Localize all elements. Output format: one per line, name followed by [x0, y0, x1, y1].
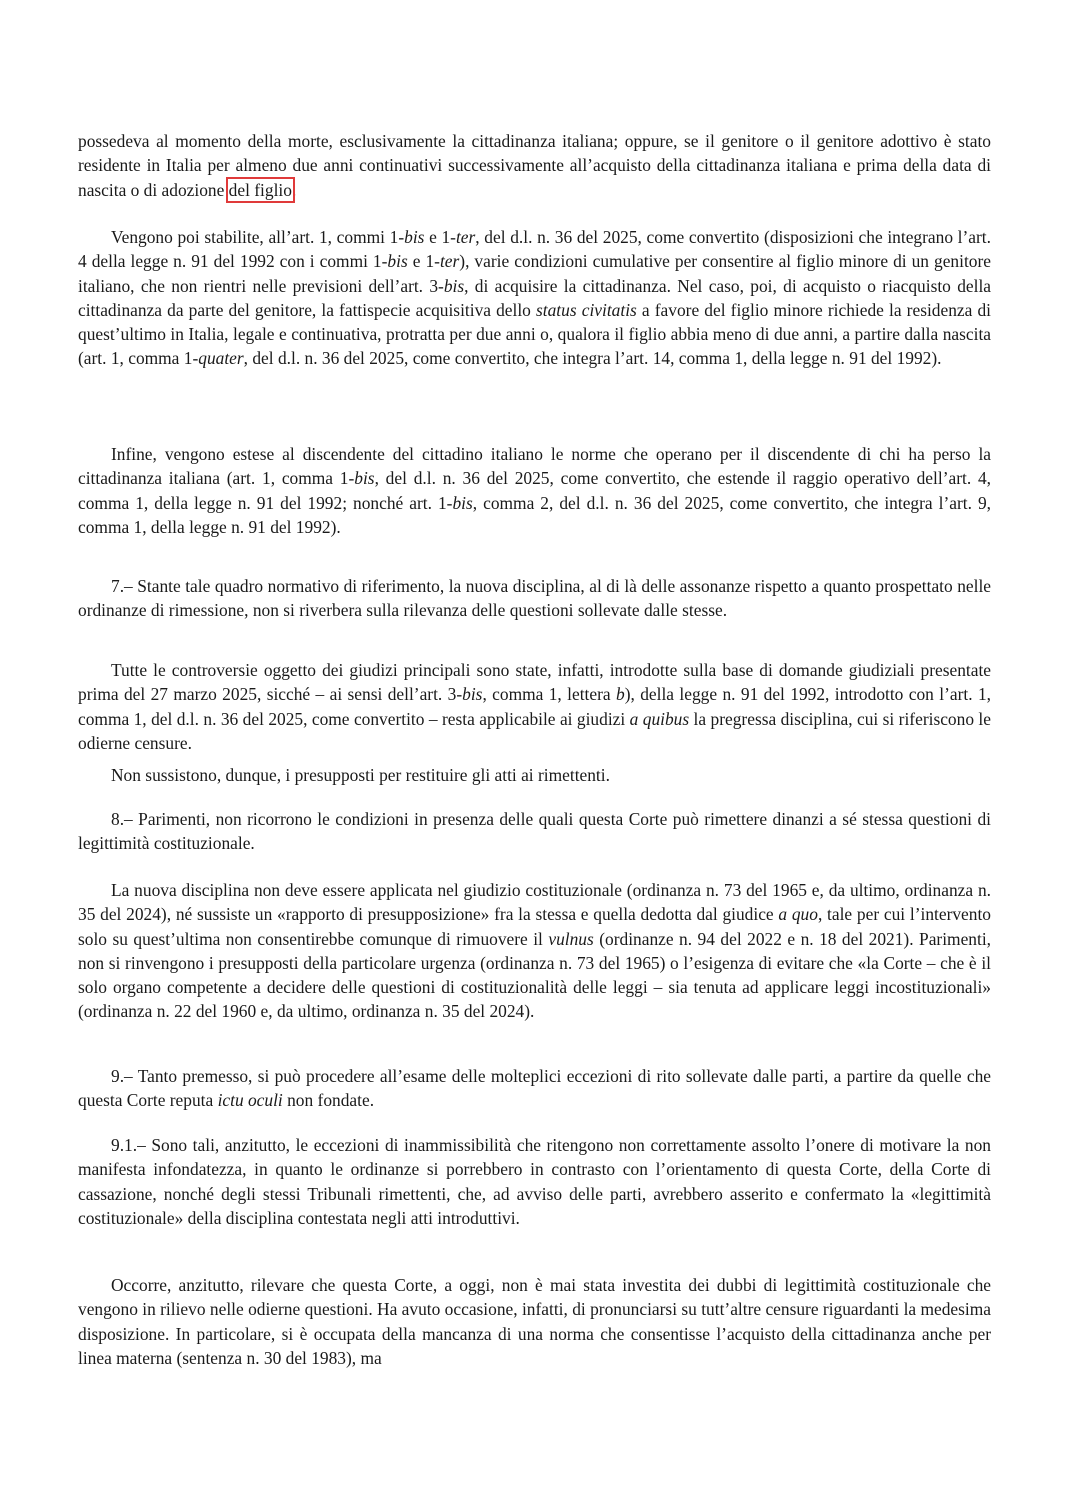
italic-term: status civitatis: [536, 299, 637, 320]
text-run: e 1-: [424, 227, 456, 247]
paragraph-section-9: [78, 1064, 991, 1113]
text-run: Non sussistono, dunque, i presupposti per restituire gli atti ai rimettenti.: [111, 765, 610, 785]
text-run: 9.– Tanto premesso, si può procedere all’esame delle molteplici eccezioni di rito sollevate dalle parti, a partire da quelle che questa Corte reputa: [78, 1066, 991, 1111]
paragraph-no-restitution: [78, 763, 991, 787]
italic-term: quater: [198, 348, 244, 369]
text-run: non fondate.: [282, 1090, 375, 1111]
italic-term: bis: [443, 275, 465, 296]
text-run: ), varie condizioni cumulative per consentire al figlio minore di un genitore italiano, che non rientri nelle previsioni dell’art. 3-: [78, 251, 991, 296]
text-run: , di acquisire la cittadinanza. Nel caso, poi, di acquisto o riacquisto della cittadinanza da parte del genitore, la fattispecie acquisitiva dello: [78, 275, 991, 320]
text-run: e 1-: [407, 251, 440, 272]
italic-term: bis: [354, 468, 375, 489]
text-run: ), della legge n. 91 del 1992, introdotto con l’art. 1, comma 1, del d.l. n. 36 del 2025, come convertito – resta applicabile ai giudizi: [78, 684, 991, 729]
text-run: , del d.l. n. 36 del 2025, come convertito, che integra l’art. 14, comma 1, della legge n. 91 del 1992).: [243, 348, 942, 369]
paragraph-section-7: [78, 574, 991, 623]
italic-term: ter: [439, 251, 460, 272]
italic-term: ictu oculi: [217, 1090, 283, 1111]
highlighted-text: del figlio: [228, 179, 292, 200]
text-run: Tutte le controversie oggetto dei giudizi principali sono state, infatti, introdotte sulla base di domande giudiziali presentate prima del 27 marzo 2025, sicché – ai sensi dell’art. 3-: [78, 660, 991, 705]
text-run: la pregressa disciplina, cui si riferiscono le odierne censure.: [78, 708, 991, 753]
text-run: , tale per cui l’intervento solo su quest’ultima non consentirebbe comunque di rimuovere il: [78, 904, 991, 949]
italic-term: vulnus: [548, 928, 594, 949]
text-run: 9.1.– Sono tali, anzitutto, le eccezioni di inammissibilità che ritengono non correttamente assolto l’onere di motivare la non manifesta infondatezza, in quanto le ordinanze si porrebbero in contrasto con l’orientamento di questa Corte, della Corte di cassazione, nonché degli stessi Tribunali rimettenti, che, ad avviso delle parti, avrebbero asserito e confermato la «legittimità costituzionale» della disciplina contestata negli atti introduttivi.: [78, 1135, 991, 1228]
text-run: Vengono poi stabilite, all’art. 1, commi 1-: [111, 227, 405, 247]
text-run: possedeva al momento della morte, esclusivamente la cittadinanza italiana; oppure, se il genitore o il genitore adottivo è stato residente in Italia per almeno due anni continuativi successivamente all’acquisto della cittadinanza italiana e prima della data di nascita o di adozione: [78, 131, 991, 200]
italic-term: bis: [404, 227, 425, 247]
text-run: 7.– Stante tale quadro normativo di riferimento, la nuova disciplina, al di là delle assonanze rispetto a quanto prospettato nelle ordinanze di rimessione, non si riverbera sulla rilevanza delle questioni sollevate dalle stesse.: [78, 576, 991, 621]
text-run: , del d.l. n. 36 del 2025, come convertito (disposizioni che integrano l’art. 4 della legge n. 91 del 1992 con i commi 1-: [78, 227, 991, 272]
text-run: Occorre, anzitutto, rilevare che questa Corte, a oggi, non è mai stata investita dei dubbi di legittimità costituzionale che vengono in rilievo nelle odierne questioni. Ha avuto occasione, infatti, di pronunciarsi su tutt’altre censure riguardanti la medesima disposizione. In particolare, si è occupata della mancanza di una norma che consentisse l’acquisto della cittadinanza anche per linea materna (sentenza n. 30 del 1983), ma: [78, 1275, 991, 1368]
text-run: .: [291, 179, 297, 200]
paragraph-descendant-rules: [78, 442, 991, 539]
text-run: La nuova disciplina non deve essere applicata nel giudizio costituzionale (ordinanza n. 73 del 1965 e, da ultimo, ordinanza n. 35 del 2024), né sussiste un «rapporto di presupposizione» fra la stessa e quella dedotta dal giudice: [78, 880, 991, 925]
paragraph-controversies: [78, 658, 991, 755]
italic-term: a quibus: [629, 708, 690, 729]
text-run: , comma 2, del d.l. n. 36 del 2025, come convertito, che integra l’art. 9, comma 1, della legge n. 91 del 1992).: [78, 492, 991, 537]
paragraph-section-9-1: [78, 1133, 991, 1230]
paragraph-section-8: [78, 807, 991, 856]
text-run: Infine, vengono estese al discendente del cittadino italiano le norme che operano per il discendente di chi ha perso la cittadinanza italiana (art. 1, comma 1-: [78, 444, 991, 489]
text-run: , comma 1, lettera: [482, 684, 616, 705]
italic-term: bis: [462, 684, 483, 705]
text-run: (ordinanze n. 94 del 2022 e n. 18 del 2021). Parimenti, non si rinvengono i presupposti della particolare urgenza (ordinanza n. 73 del 1965) o l’esigenza di evitare che «la Corte – che è il solo organo competente a decidere delle questioni di costituzionalità delle leggi – sia tenuta ad applicare leggi incostituzionali» (ordinanza n. 22 del 1960 e, da ultimo, ordinanza n. 35 del 2024).: [78, 928, 992, 1022]
italic-term: bis: [452, 492, 473, 513]
paragraph-continuation: [78, 129, 991, 202]
italic-term: a quo: [778, 904, 818, 925]
text-run: 8.– Parimenti, non ricorrono le condizioni in presenza delle quali questa Corte può rimettere dinanzi a sé stessa questioni di legittimità costituzionale.: [78, 809, 991, 854]
paragraph-additional-conditions: [78, 225, 991, 371]
italic-term: bis: [387, 251, 408, 272]
text-run: , del d.l. n. 36 del 2025, come convertito, che estende il raggio operativo dell’art. 4, comma 1, della legge n. 91 del 1992; nonché art. 1-: [78, 468, 991, 513]
paragraph-new-discipline: [78, 878, 991, 1024]
text-run: a favore del figlio minore richiede la residenza di quest’ultimo in Italia, legale e continuativa, protratta per due anni o, qualora il figlio abbia meno di due anni, a partire dalla nascita (art. 1, comma 1-: [78, 299, 991, 369]
italic-term: ter: [455, 227, 476, 247]
paragraph-prior-rulings: [78, 1273, 991, 1370]
italic-term: b: [616, 684, 625, 705]
